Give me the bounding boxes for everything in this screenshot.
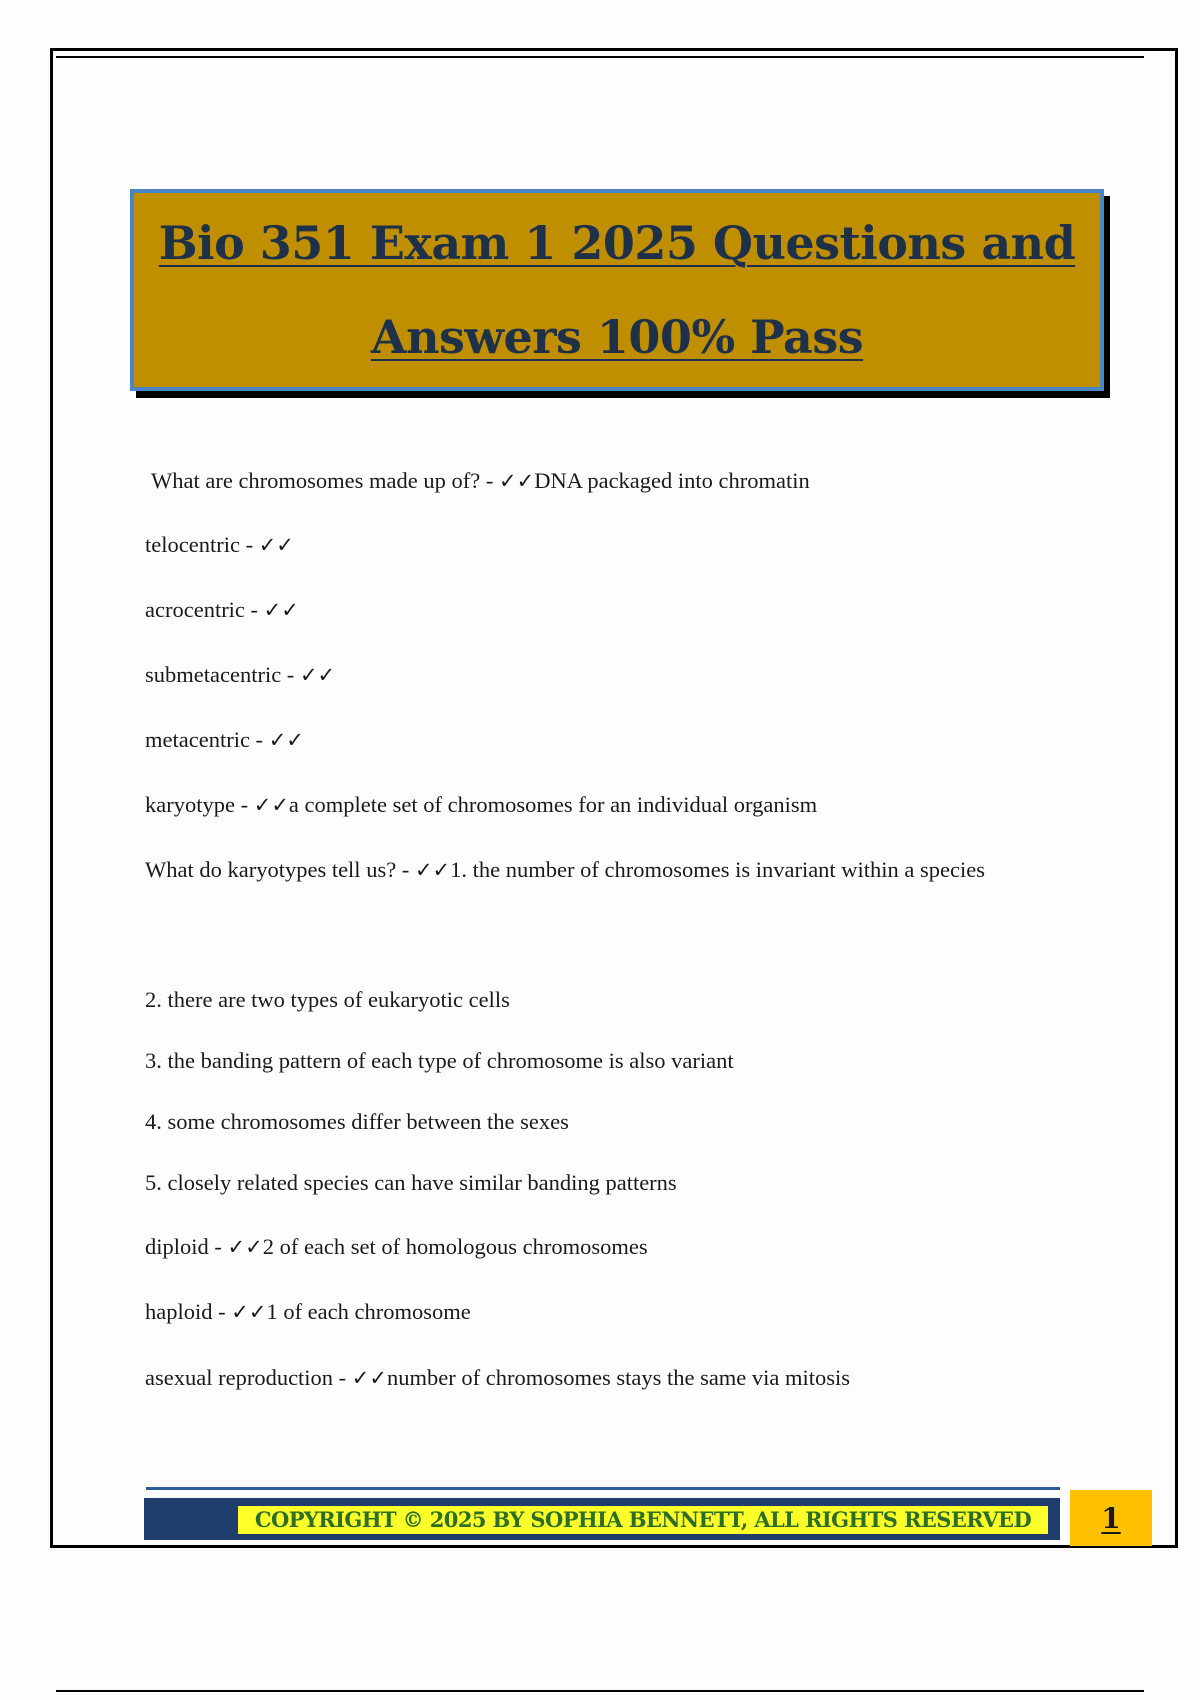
answer: 1 of each chromosome — [266, 1299, 471, 1324]
answer: 1. the number of chromosomes is invariant within a species — [450, 857, 986, 882]
qa-item — [145, 725, 304, 755]
question: karyotype - — [145, 792, 254, 817]
check-icon: ✓✓ — [231, 1300, 267, 1324]
check-icon: ✓✓ — [227, 1235, 263, 1259]
check-icon: ✓✓ — [263, 598, 299, 622]
check-icon: ✓✓ — [253, 793, 289, 817]
top-rule — [56, 56, 1144, 58]
answer: 2 of each set of homologous chromosomes — [262, 1234, 648, 1259]
question: submetacentric - — [145, 662, 300, 687]
answer: number of chromosomes stays the same via mitosis — [387, 1365, 851, 1390]
copyright-notice: COPYRIGHT © 2025 BY SOPHIA BENNETT, ALL RIGHTS RESERVED — [238, 1506, 1048, 1534]
check-icon: ✓✓ — [268, 728, 304, 752]
list-item: 5. closely related species can have similar banding patterns — [145, 1170, 677, 1195]
title-line-2: Answers 100% Pass — [370, 310, 864, 364]
qa-item — [145, 660, 335, 690]
title-box — [130, 189, 1104, 391]
qa-item — [145, 1232, 648, 1262]
page-number-box — [1070, 1490, 1152, 1546]
question: What do karyotypes tell us? - — [145, 857, 415, 882]
check-icon: ✓✓ — [499, 469, 535, 493]
qa-item — [145, 846, 1095, 894]
page-number: 1 — [1101, 1501, 1121, 1535]
qa-item — [145, 1363, 850, 1393]
question: diploid - — [145, 1234, 228, 1259]
check-icon: ✓✓ — [258, 533, 294, 557]
question: telocentric - — [145, 532, 259, 557]
question: asexual reproduction - — [145, 1365, 352, 1390]
question: What are chromosomes made up of? - — [151, 468, 499, 493]
list-item: 2. there are two types of eukaryotic cells — [145, 987, 510, 1012]
question: acrocentric - — [145, 597, 264, 622]
qa-item — [145, 595, 299, 625]
qa-item — [145, 1297, 471, 1327]
answer: DNA packaged into chromatin — [534, 468, 810, 493]
qa-item — [151, 466, 810, 496]
list-item: 4. some chromosomes differ between the sexes — [145, 1109, 569, 1134]
qa-item — [145, 790, 817, 820]
footer-rule — [146, 1487, 1060, 1490]
question: haploid - — [145, 1299, 232, 1324]
title-line-1: Bio 351 Exam 1 2025 Questions and — [158, 216, 1076, 270]
qa-item — [145, 530, 294, 560]
bottom-rule — [56, 1690, 1144, 1692]
question: metacentric - — [145, 727, 269, 752]
check-icon: ✓✓ — [414, 858, 451, 882]
check-icon: ✓✓ — [299, 663, 336, 687]
check-icon: ✓✓ — [351, 1366, 387, 1390]
list-item: 3. the banding pattern of each type of chromosome is also variant — [145, 1048, 734, 1073]
answer: a complete set of chromosomes for an individual organism — [288, 792, 818, 817]
